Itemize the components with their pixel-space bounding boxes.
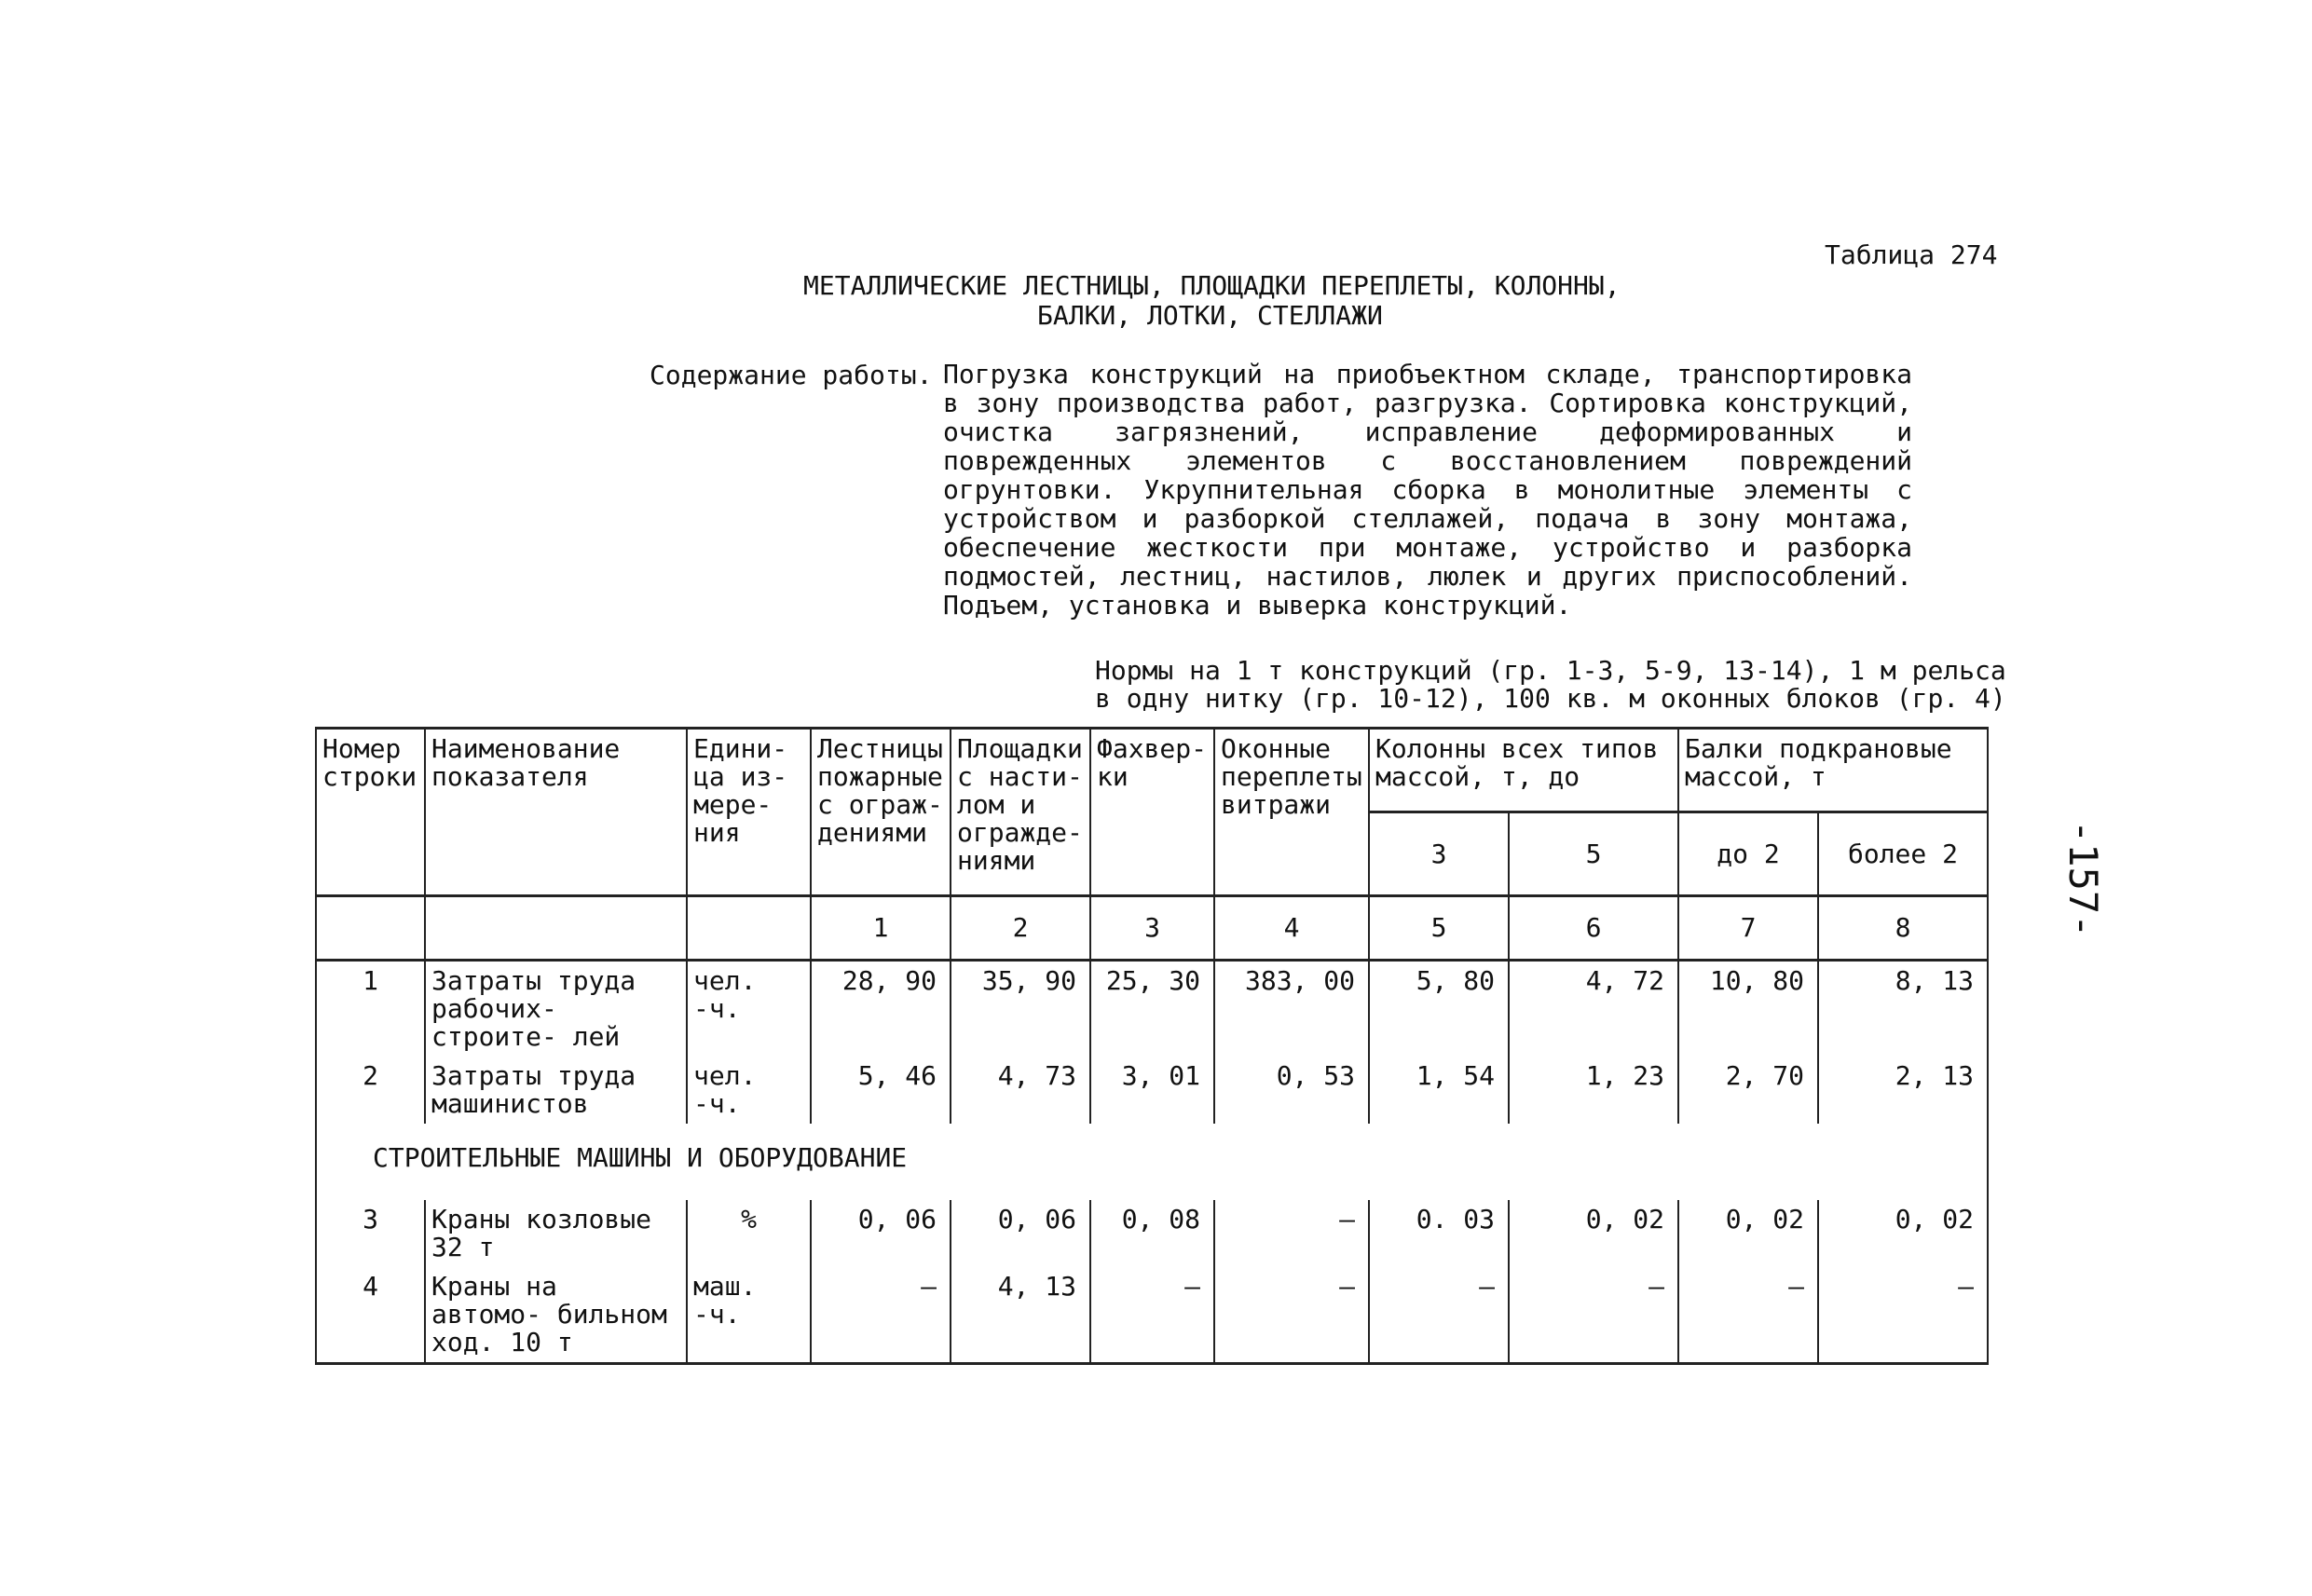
cell-value: – [1090, 1267, 1214, 1364]
col-number: 1 [811, 896, 951, 961]
header-col-8: более 2 [1818, 812, 1988, 896]
cell-value: 8, 13 [1818, 961, 1988, 1057]
header-col-6: 5 [1509, 812, 1678, 896]
row-unit: чел. -ч. [687, 1057, 811, 1124]
cell-value: 10, 80 [1678, 961, 1818, 1057]
row-name: Краны на автомо- бильном ход. 10 т [425, 1267, 687, 1364]
cell-value: 4, 72 [1509, 961, 1678, 1057]
cell-value: 0, 06 [811, 1200, 951, 1267]
row-number: 3 [316, 1200, 425, 1267]
row-unit: чел. -ч. [687, 961, 811, 1057]
header-col-3: Фахвер- ки [1090, 729, 1214, 896]
header-col-2: Площадки с насти- лом и огражде- ниями [951, 729, 1090, 896]
header-row-no: Номер строки [316, 729, 425, 896]
col-number: 4 [1214, 896, 1369, 961]
cell-value: – [1818, 1267, 1988, 1364]
cell-value: 0, 08 [1090, 1200, 1214, 1267]
table-row [316, 1057, 1988, 1124]
column-number-row [316, 896, 1988, 961]
cell-value: 383, 00 [1214, 961, 1369, 1057]
cell-value: – [1509, 1267, 1678, 1364]
table-number: Таблица 274 [1825, 239, 1998, 270]
cell-value: 3, 01 [1090, 1057, 1214, 1124]
table-row [316, 961, 1988, 1057]
page-number: -157- [2060, 820, 2106, 938]
row-name: Краны козловые 32 т [425, 1200, 687, 1267]
row-unit: маш. -ч. [687, 1267, 811, 1364]
content-text: Погрузка конструкций на приобъектном складе, транспортировка в зону производства работ, разгрузка. Сортировка конструкций, очистка загрязнений, исправление деформированных и поврежденных элементов с восстановлением повреждений огрунтовки. Укрупнительная сборка в монолитные элементы с устройством и разборкой стеллажей, подача в зону монтажа, обеспечение жесткости при монтаже, устройство и разборка подмостей, лестниц, настилов, люлек и других приспособлений. Подъем, установка и выверка конструкций. [943, 359, 1912, 621]
cell-value: 4, 73 [951, 1057, 1090, 1124]
cell-value: – [1369, 1267, 1509, 1364]
header-unit: Едини- ца из- мере- ния [687, 729, 811, 896]
norms-table [315, 727, 1989, 1365]
table-row [316, 1267, 1988, 1364]
section-title: СТРОИТЕЛЬНЫЕ МАШИНЫ И ОБОРУДОВАНИЕ [316, 1124, 1988, 1200]
col-number: 2 [951, 896, 1090, 961]
cell-value: 0, 53 [1214, 1057, 1369, 1124]
row-name: Затраты труда машинистов [425, 1057, 687, 1124]
row-number: 1 [316, 961, 425, 1057]
header-col-1: Лестницы пожарные с ограж- дениями [811, 729, 951, 896]
norms-line-1: Нормы на 1 т конструкций (гр. 1-3, 5-9, 13-14), 1 м рельса [1095, 655, 2006, 686]
col-number: 6 [1509, 896, 1678, 961]
cell-value: 0, 02 [1678, 1200, 1818, 1267]
cell-value: 2, 13 [1818, 1057, 1988, 1124]
cell-value: 35, 90 [951, 961, 1090, 1057]
cell-value: – [1214, 1267, 1369, 1364]
header-name: Наименование показателя [425, 729, 687, 896]
col-number: 3 [1090, 896, 1214, 961]
cell-value: 28, 90 [811, 961, 951, 1057]
content-label: Содержание работы. [650, 360, 933, 390]
row-name: Затраты труда рабочих-строите- лей [425, 961, 687, 1057]
cell-value: 5, 80 [1369, 961, 1509, 1057]
col-number: 5 [1369, 896, 1509, 961]
title-line-2: БАЛКИ, ЛОТКИ, СТЕЛЛАЖИ [1037, 300, 1383, 331]
cell-value: 0, 02 [1509, 1200, 1678, 1267]
cell-value: 4, 13 [951, 1267, 1090, 1364]
title-line-1: МЕТАЛЛИЧЕСКИЕ ЛЕСТНИЦЫ, ПЛОЩАДКИ ПЕРЕПЛЕТЫ, КОЛОННЫ, [803, 270, 1621, 301]
row-unit: % [687, 1200, 811, 1267]
cell-value: – [1678, 1267, 1818, 1364]
cell-value: 0, 06 [951, 1200, 1090, 1267]
cell-value: 25, 30 [1090, 961, 1214, 1057]
header-columns-group: Колонны всех типов массой, т, до [1369, 729, 1678, 812]
row-number: 4 [316, 1267, 425, 1364]
col-number: 8 [1818, 896, 1988, 961]
header-col-5: 3 [1369, 812, 1509, 896]
table-row [316, 1200, 1988, 1267]
cell-value: 1, 23 [1509, 1057, 1678, 1124]
norms-line-2: в одну нитку (гр. 10-12), 100 кв. м оконных блоков (гр. 4) [1095, 683, 2006, 714]
cell-value: – [1214, 1200, 1369, 1267]
col-number: 7 [1678, 896, 1818, 961]
cell-value: 0, 02 [1818, 1200, 1988, 1267]
header-col-7: до 2 [1678, 812, 1818, 896]
cell-value: 5, 46 [811, 1057, 951, 1124]
cell-value: 1, 54 [1369, 1057, 1509, 1124]
section-row [316, 1124, 1988, 1200]
row-number: 2 [316, 1057, 425, 1124]
cell-value: – [811, 1267, 951, 1364]
cell-value: 0. 03 [1369, 1200, 1509, 1267]
header-beams-group: Балки подкрановые массой, т [1678, 729, 1988, 812]
cell-value: 2, 70 [1678, 1057, 1818, 1124]
header-col-4: Оконные переплеты витражи [1214, 729, 1369, 896]
